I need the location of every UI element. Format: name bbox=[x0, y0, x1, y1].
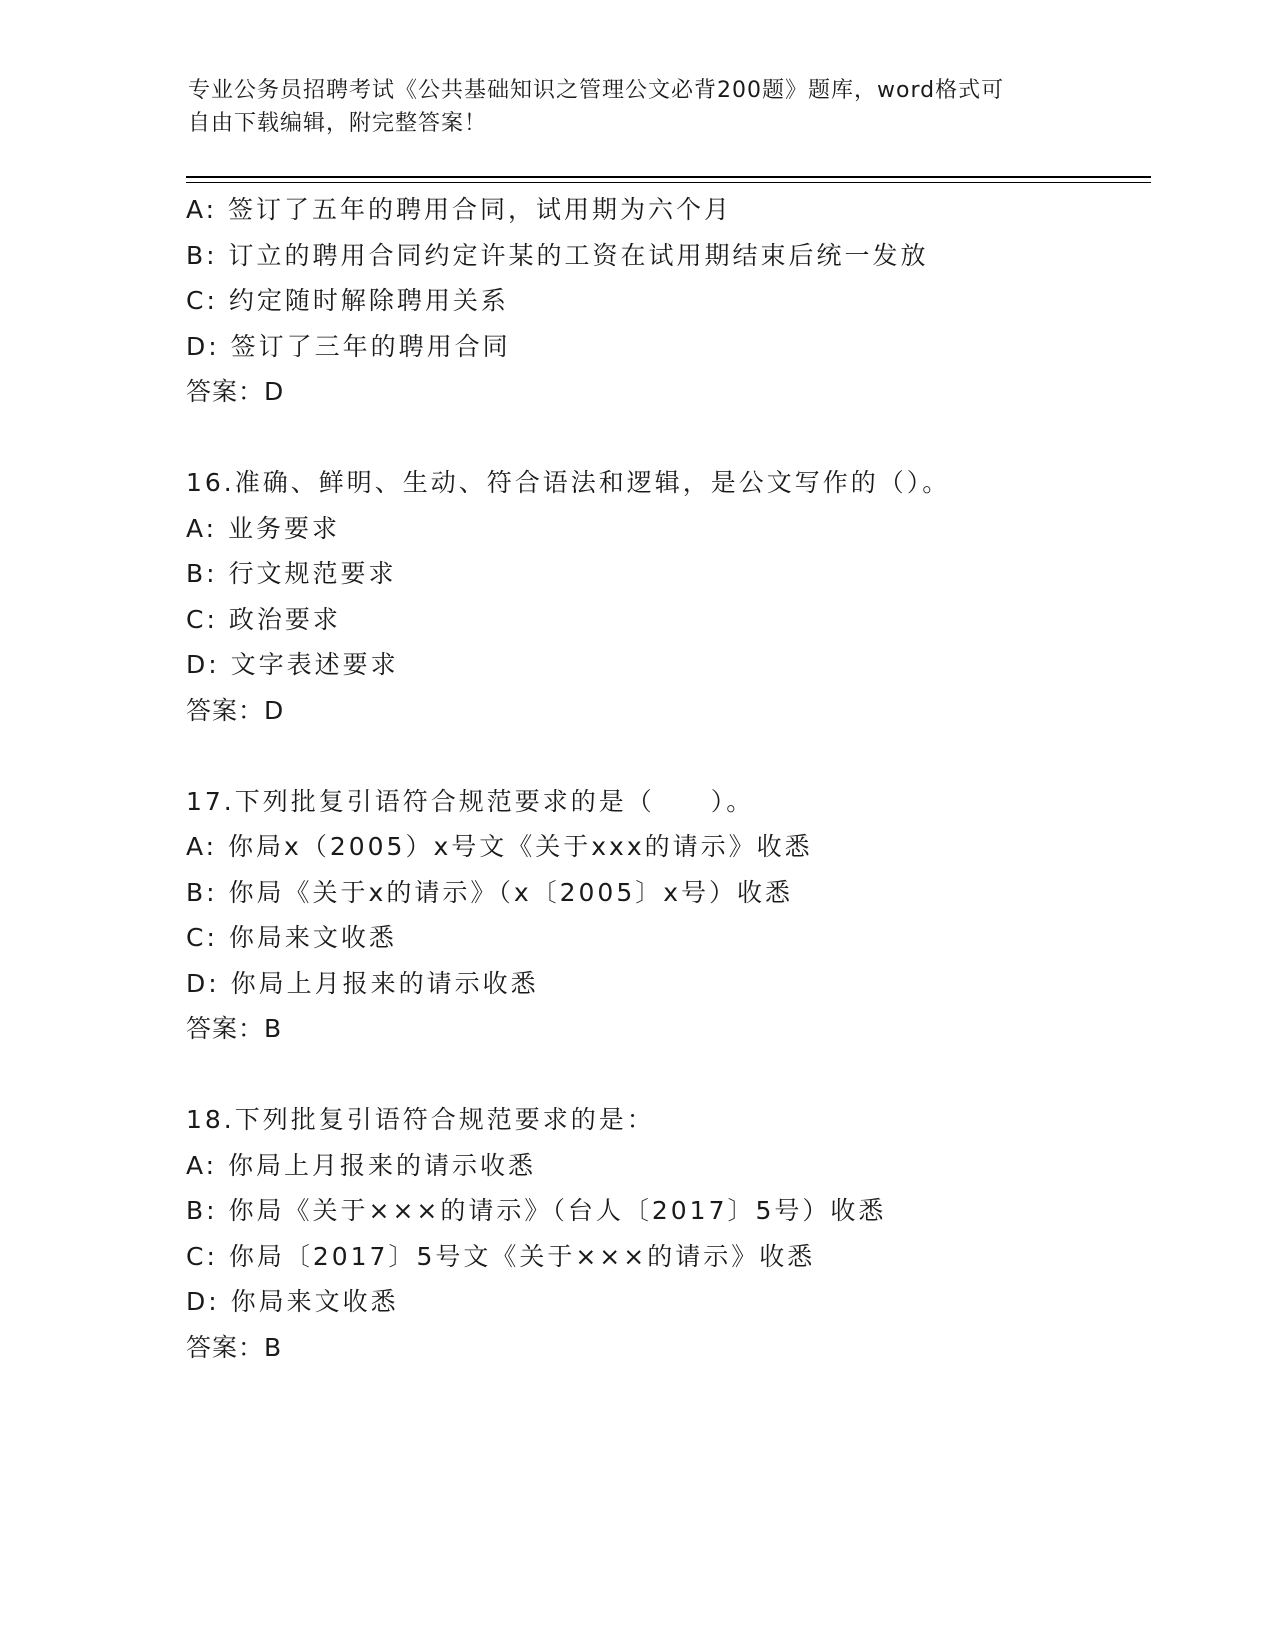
spacer bbox=[186, 415, 1151, 461]
option-b: B: 订立的聘用合同约定许某的工资在试用期结束后统一发放 bbox=[186, 240, 929, 270]
answer-line: 答案：B bbox=[186, 1332, 283, 1362]
option-b: B: 你局《关于x的请示》（x〔2005〕x号）收悉 bbox=[186, 877, 794, 907]
option-c: C: 政治要求 bbox=[186, 604, 341, 634]
question-15 bbox=[186, 187, 1151, 415]
question-stem: 17.下列批复引语符合规范要求的是（ ）。 bbox=[186, 786, 755, 816]
question-stem: 18.下列批复引语符合规范要求的是： bbox=[186, 1105, 655, 1134]
option-d: D: 文字表述要求 bbox=[186, 650, 399, 679]
header-divider bbox=[186, 176, 1151, 183]
document-header bbox=[188, 74, 1088, 140]
option-d: D: 你局上月报来的请示收悉 bbox=[186, 968, 539, 998]
question-18 bbox=[186, 1097, 1151, 1370]
option-d: D: 你局来文收悉 bbox=[186, 1287, 399, 1316]
question-17 bbox=[186, 779, 1151, 1052]
option-a: A: 你局上月报来的请示收悉 bbox=[186, 1150, 537, 1180]
option-a: A: 业务要求 bbox=[186, 513, 341, 543]
option-c: C: 你局来文收悉 bbox=[186, 923, 397, 952]
option-d: D: 签订了三年的聘用合同 bbox=[186, 331, 511, 361]
option-a: A: 你局x（2005）x号文《关于xxx的请示》收悉 bbox=[186, 832, 813, 861]
option-a: A: 签订了五年的聘用合同，试用期为六个月 bbox=[186, 195, 733, 224]
option-b: B: 你局《关于×××的请示》（台人〔2017〕5号）收悉 bbox=[186, 1196, 887, 1225]
question-list bbox=[186, 187, 1151, 1370]
header-line-2: 自由下载编辑，附完整答案！ bbox=[188, 111, 488, 136]
question-16 bbox=[186, 460, 1151, 733]
header-line-1: 专业公务员招聘考试《公共基础知识之管理公文必背200题》题库，word格式可 bbox=[188, 78, 1005, 103]
option-c: C: 你局〔2017〕5号文《关于×××的请示》收悉 bbox=[186, 1241, 816, 1271]
answer-line: 答案：B bbox=[186, 1014, 283, 1043]
answer-line: 答案：D bbox=[186, 695, 285, 725]
option-c: C: 约定随时解除聘用关系 bbox=[186, 286, 509, 315]
answer-line: 答案：D bbox=[186, 377, 285, 406]
option-b: B: 行文规范要求 bbox=[186, 559, 397, 588]
spacer bbox=[186, 1052, 1151, 1098]
spacer bbox=[186, 733, 1151, 779]
question-stem: 16.准确、鲜明、生动、符合语法和逻辑，是公文写作的（）。 bbox=[186, 468, 951, 497]
